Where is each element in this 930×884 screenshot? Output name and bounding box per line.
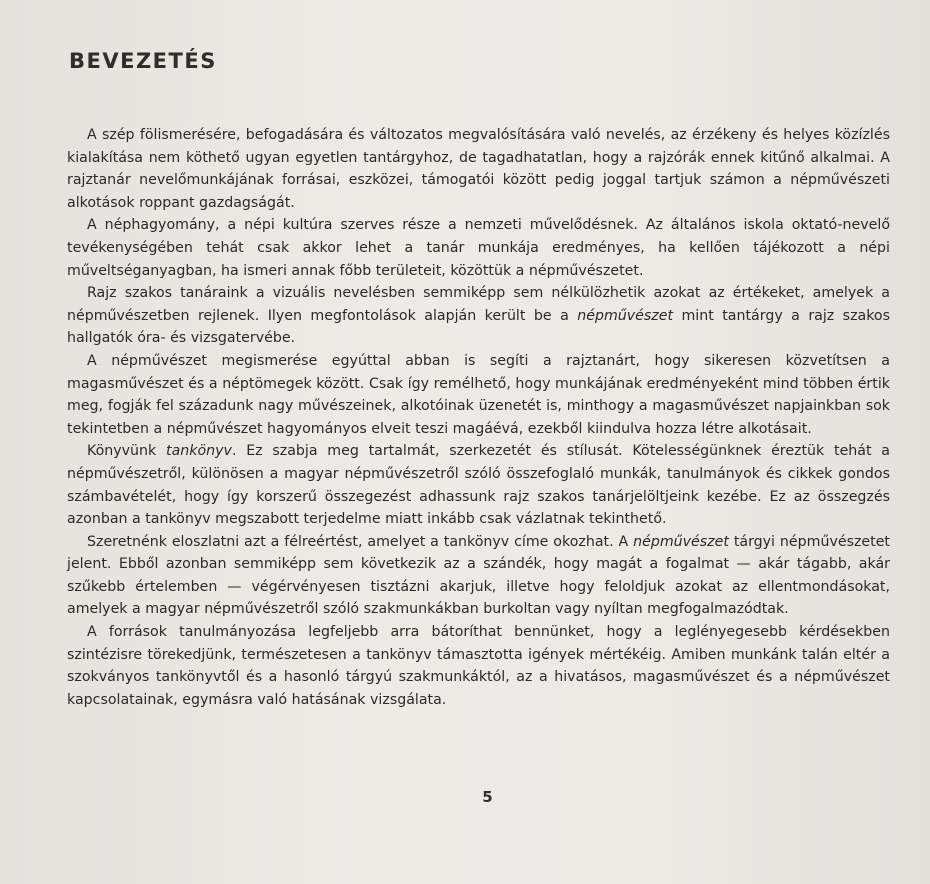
paragraph-3: Rajz szakos tanáraink a vizuális nevelésben semmiképp sem nélkülözhetik azokat az értékeket, amelyek a népművészetben rejlenek. Ilyen megfontolások alapján került be a népművészet mint tantárgy a rajz szakos hallgatók óra- és vizsgatervébe. <box>67 285 890 347</box>
paragraph-6: Szeretnénk eloszlatni azt a félreértést, amelyet a tankönyv címe okozhat. A népművészet tárgyi népművészetet jelent. Ebből azonban semmiképp sem következik az a szándék, hogy magát a fogalmat — akár tágabb, akár szűkebb értelemben — végérvényesen tisztázni akarjuk, illetve hogy feloldjuk azokat az ellentmondásokat, amelyek a magyar népművészetről szóló szakmunkákban burkoltan vagy nyíltan megfogalmazódtak. <box>67 533 890 618</box>
paragraph-1: A szép fölismerésére, befogadására és változatos megvalósítására való nevelés, az érzékeny és helyes közízlés kialakítása nem köthető ugyan egyetlen tantárgyhoz, de tagadhatatlan, hogy a rajzórák ennek kitűnő alkalmai. A rajztanár nevelőmunkájának forrásai, eszközei, támogatói között pedig joggal tartjuk számon a népművészeti alkotások roppant gazdagságát. <box>67 127 890 211</box>
page-number: 5 <box>482 788 493 806</box>
emphasis-tankonyv: tankönyv <box>166 443 232 460</box>
paragraph-4: A népművészet megismerése egyúttal abban is segíti a rajztanárt, hogy sikeresen közvetítsen a magasművészet és a néptömegek között. Csak így remélhető, hogy munkájának eredményeként mind többen értik meg, fogják fel századunk nagy művészeinek, alkotóinak üzenetét is, minthogy a magasművészet napjainkban sok tekintetben a népművészet hagyományos elveit teszi magáévá, ezekből kiindulva hozza létre alkotásait. <box>67 352 890 437</box>
paragraph-5: Könyvünk tankönyv. Ez szabja meg tartalmát, szerkezetét és stílusát. Kötelességünknek éreztük tehát a népművészetről, különösen a magyar népművészetről szóló összefoglaló munkák, tanulmányok és cikkek gondos számbavételét, hogy így korszerű összegezést adhassunk rajz szakos tanárjelöltjeink kezébe. Ez az összegzés azonban a tankönyv megszabott terjedelme miatt inkább csak vázlatnak tekinthető. <box>67 443 890 528</box>
paragraph-7: A források tanulmányozása legfeljebb arra bátoríthat bennünket, hogy a leglényegesebb kérdésekben szintézisre törekedjünk, természetesen a tankönyv támasztotta igények mértékéig. Amiben munkánk talán eltér a szokványos tankönyvtől és a hasonló tárgyú szakmunkáktól, az a hivatásos, magasművészet és a népművészet kapcsolatainak, egymásra való hatásának vizsgálata. <box>67 624 890 708</box>
body-text <box>67 124 890 711</box>
emphasis-nepmuveszet: népművészet <box>577 307 674 324</box>
emphasis-nepmuveszet: népművészet <box>633 533 729 550</box>
chapter-heading: BEVEZETÉS <box>69 49 217 73</box>
paragraph-2: A néphagyomány, a népi kultúra szerves része a nemzeti művelődésnek. Az általános iskola oktató-nevelő tevékenységében tehát csak akkor lehet a tanár munkája eredményes, ha kellően tájékozott a népi műveltséganyagban, ha ismeri annak főbb területeit, közöttük a népművészetet. <box>67 217 890 279</box>
